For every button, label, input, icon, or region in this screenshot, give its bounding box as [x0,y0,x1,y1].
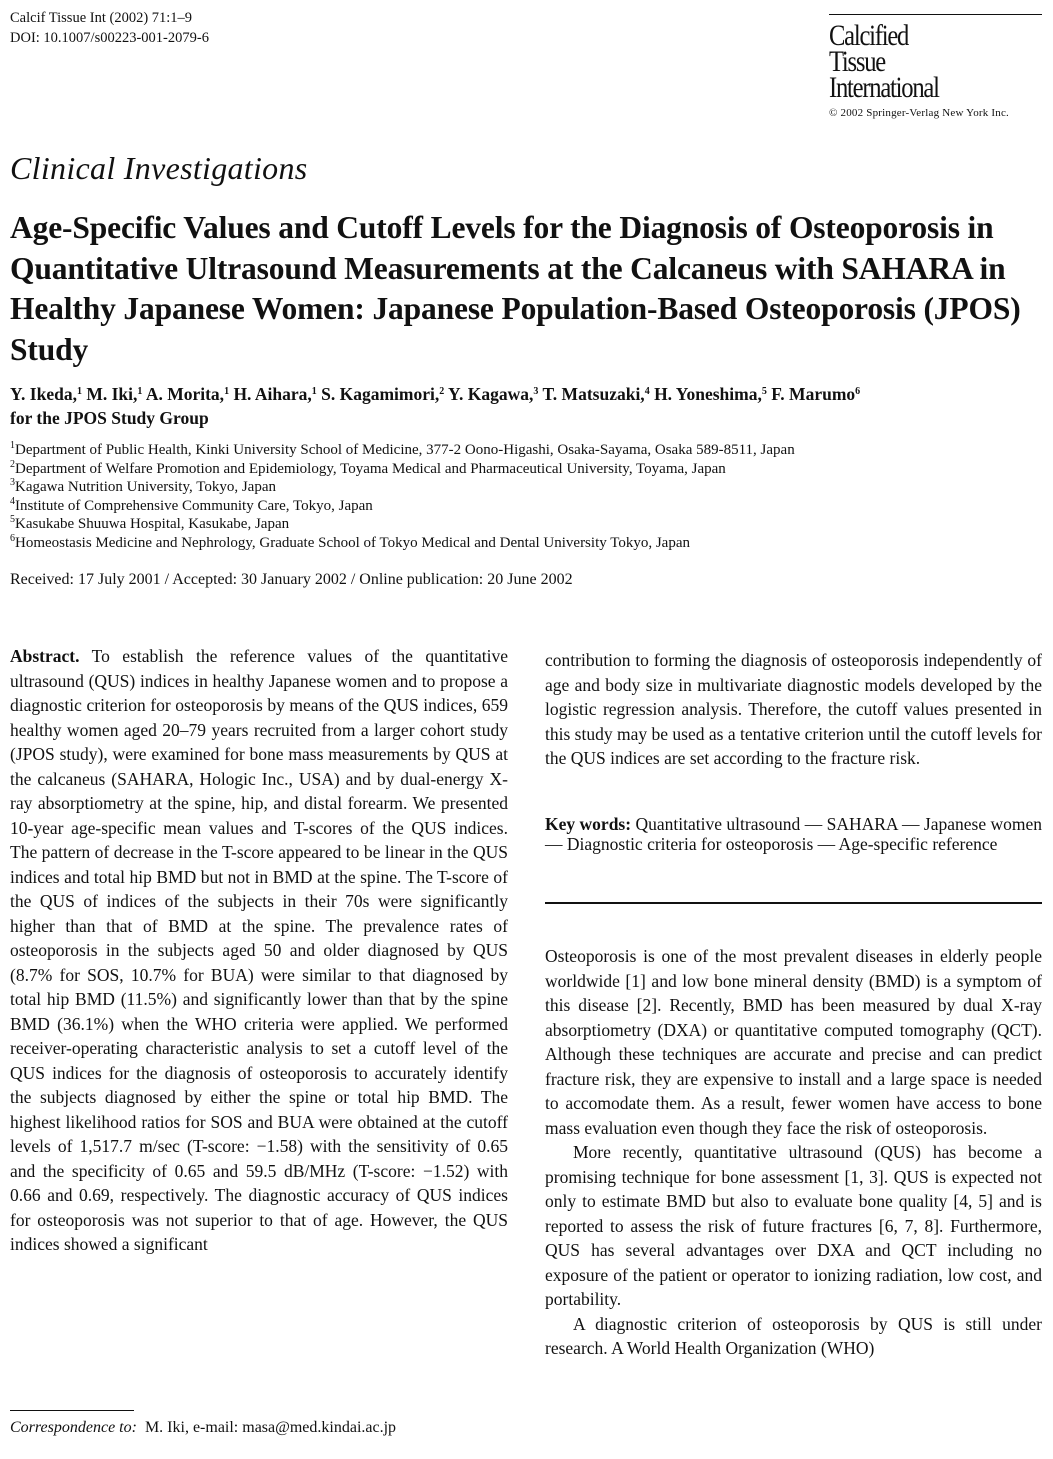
affiliations [10,441,1050,553]
abstract-continuation: contribution to forming the diagnosis of osteoporosis independently of age and body size in multivariate diagnostic models developed by the logistic regression analysis. Therefore, the cutoff values presented in this study may be used as a tentative criterion until the cutoff levels for the QUS indices are set according to the fracture risk. [545,650,1042,768]
abstract [10,644,508,1257]
authors-line: Y. Ikeda,$^1$ M. Iki,$^1$ A. Morita,$^1$ H. Aihara,$^1$ S. Kagamimori,$^2$ Y. Kagawa,$^3$ T. Matsuzaki,$^4$ H. Yoneshima,$^5$ F. Marumo$^6$ [10,384,861,404]
affiliation: $^1$Department of Public Health, Kinki University School of Medicine, 377-2 Oono-Higashi, Osaka-Sayama, Osaka 589-8511, Japan [10,440,795,458]
keywords [545,814,1042,854]
correspondence [10,1419,396,1437]
running-header [10,8,209,48]
author: S. Kagamimori, [321,384,440,404]
received-dates: Received: 17 July 2001 / Accepted: 30 January 2002 / Online publication: 20 June 2002 [10,571,573,588]
author: F. Marumo [771,384,856,404]
affiliation: $^5$Kasukabe Shuuwa Hospital, Kasukabe, Japan [10,514,290,533]
paper-title: Age-Specific Values and Cutoff Levels for the Diagnosis of Osteoporosis in Quantitative Ultrasound Measurements at the Calcaneus with SAHARA in Healthy Japanese Women: Japanese Population-Based Osteoporosis (JPOS) Study [10,210,1021,367]
keywords-text: Quantitative ultrasound — SAHARA — Japanese women — Diagnostic criteria for osteoporosis — Age-specific reference [545,814,1043,854]
author: H. Aihara, [233,384,312,404]
section-divider [545,902,1042,904]
author: T. Matsuzaki, [542,384,645,404]
introduction [545,944,1042,1361]
affiliation: $^3$Kagawa Nutrition University, Tokyo, Japan [10,477,276,496]
correspondence-text: M. Iki, e-mail: masa@med.kindai.ac.jp [144,1419,397,1436]
keywords-label: Key words: [545,814,632,834]
author: Y. Ikeda, [10,384,77,404]
correspondence-label: Correspondence to: [10,1419,137,1436]
body-paragraph: Osteoporosis is one of the most prevalent diseases in elderly people worldwide [1] and low bone mineral density (BMD) is a symptom of this disease [2]. Recently, BMD has been measured by dual X-ray absorptiometry (DXA) or quantitative computed tomography (QCT). Although these techniques are accurate and precise and can predict fracture risk, they are expensive to install and a large space is needed to accomodate them. As a result, fewer women have access to bone mass evaluation even though they face the risk of osteoporosis. [545,946,1042,1138]
copyright: © 2002 Springer-Verlag New York Inc. [829,107,1010,119]
journal-logo [829,14,1042,119]
author: Y. Kagawa, [447,384,534,404]
author: H. Yoneshima, [654,384,762,404]
affiliation: $^4$Institute of Comprehensive Community Care, Tokyo, Japan [10,495,373,514]
study-group: for the JPOS Study Group [10,408,209,428]
abstract-text: To establish the reference values of the quantitative ultrasound (QUS) indices in healthy Japanese women and to propose a diagnostic criterion for osteoporosis by means of the QUS indices, 659 healthy women aged 20–79 years recruited from a larger cohort study (JPOS study), were examined for bone mass measurements by QUS at the calcaneus (SAHARA, Hologic Inc., USA) and by dual-energy X-ray absorptiometry at the spine, hip, and distal forearm. We presented 10-year age-specific mean values and T-scores of the QUS indices. The pattern of decrease in the T-score appeared to be linear in the QUS indices and total hip BMD but not in BMD at the spine. The T-score of the QUS of indices of the subjects in their 70s were significantly higher than that of BMD at the spine. The prevalence rates of osteoporosis in the subjects aged 50 and older diagnosed by QUS (8.7% for SOS, 10.7% for BUA) were similar to that diagnosed by total hip BMD (11.5%) and significantly lower than that by the spine BMD (36.1%) when the WHO criteria were applied. We performed receiver-operating characteristic analysis to set a cutoff level of the QUS indices for the diagnosis of osteoporosis to accurately identify the subjects diagnosed by either the spine or total hip BMD. The highest likelihood ratios for SOS and BUA were obtained at the cutoff levels of 1,517.7 m/sec (T-score: −1.58) with the sensitivity of 0.65 and the specificity of 0.65 and 59.5 dB/MHz (T-score: −1.52) with 0.66 and 0.69, respectively. The diagnostic accuracy of QUS indices for osteoporosis was not superior to that of age. However, the QUS indices showed a significant [10,646,508,1254]
body-paragraph: A diagnostic criterion of osteoporosis by QUS is still under research. A World Health Organization (WHO) [545,1313,1042,1358]
abstract-label: Abstract. [10,646,80,666]
footnote-rule [10,1410,134,1411]
section-label: Clinical Investigations [10,150,308,186]
author-list [10,382,1050,430]
author: A. Morita, [145,384,225,404]
journal-name: Calcified Tissue International [829,19,939,104]
affiliation: $^2$Department of Welfare Promotion and Epidemiology, Toyama Medical and Pharmaceutical University, Toyama, Japan [10,458,726,477]
author: M. Iki, [86,384,138,404]
affiliation: $^6$Homeostasis Medicine and Nephrology, Graduate School of Tokyo Medical and Dental University Tokyo, Japan [10,532,690,551]
journal-citation: Calcif Tissue Int (2002) 71:1–9 [10,10,193,26]
body-paragraph: More recently, quantitative ultrasound (QUS) has become a promising technique for bone assessment [1, 3]. QUS is expected not only to estimate BMD but also to evaluate bone quality [4, 5] and is reported to assess the risk of future fractures [6, 7, 8]. Furthermore, QUS has several advantages over DXA and QCT including no exposure of the patient or operator to ionizing radiation, low cost, and portability. [545,1142,1042,1309]
doi: DOI: 10.1007/s00223-001-2079-6 [10,30,209,46]
